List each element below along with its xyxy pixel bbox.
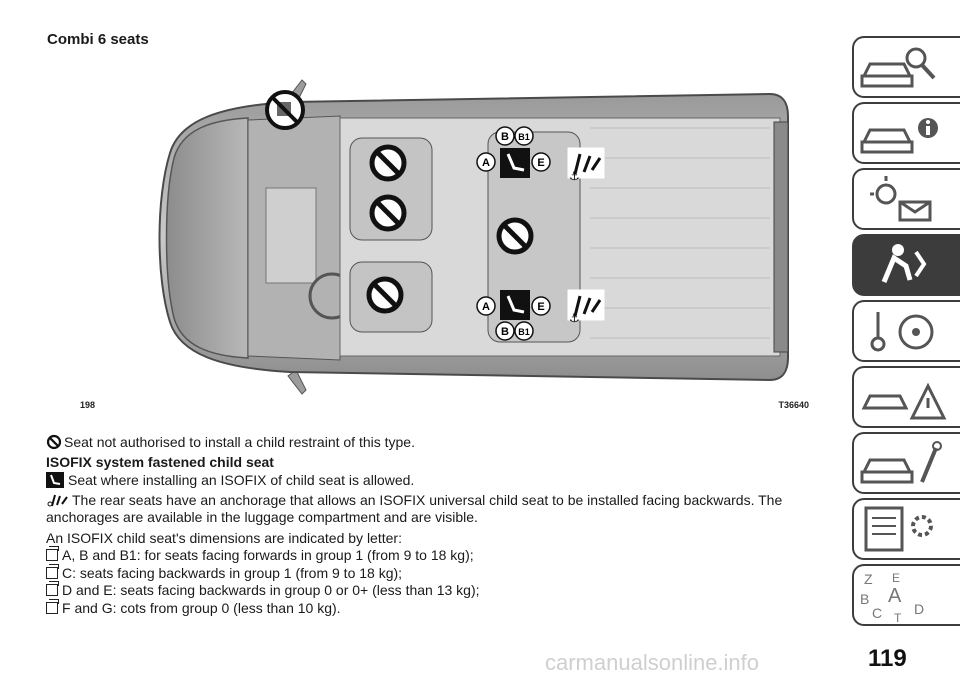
svg-text:⚓: ⚓ <box>569 169 580 183</box>
airbag-prohibited-icon <box>267 92 303 128</box>
legend-not-authorised <box>46 434 415 451</box>
svg-text:⚓: ⚓ <box>569 311 580 325</box>
seat-airbag-icon <box>854 236 960 294</box>
prohibited-icon <box>369 279 401 311</box>
checkbox-bullet-icon <box>46 602 58 614</box>
figure-number: 198 <box>80 400 96 410</box>
legend-not-authorised-text: Seat not authorised to install a child restraint of this type. <box>64 434 415 450</box>
legend-rear-anchorage-line1: The rear seats have an anchorage that allows an ISOFIX universal child seat to be installed facing backwards. The <box>72 492 783 508</box>
checkbox-bullet-icon <box>46 584 58 596</box>
list-item-text: C: seats facing backwards in group 1 (from 9 to 18 kg); <box>62 565 403 581</box>
rear-anchorage-icon <box>46 492 70 508</box>
section-title: Combi 6 seats <box>47 31 149 48</box>
car-info-icon <box>854 104 960 162</box>
size-label-b1-top: B1 <box>518 132 530 142</box>
prohibited-icon <box>46 434 62 450</box>
size-label-b1-bottom: B1 <box>518 327 530 337</box>
isofix-seat-icon <box>500 148 530 178</box>
car-search-icon <box>854 38 960 96</box>
legend-isofix-allowed <box>46 472 414 489</box>
index-letter-d: D <box>914 601 925 617</box>
chapter-tab-car-info[interactable] <box>852 102 960 164</box>
checkbox-bullet-icon <box>46 567 58 579</box>
isofix-seat-icon <box>500 290 530 320</box>
warning-light-icon <box>854 170 960 228</box>
index-letter-e: E <box>892 571 901 585</box>
chapter-tab-starting-driving[interactable] <box>852 300 960 362</box>
rear-anchorage-icon <box>568 148 604 183</box>
prohibited-icon <box>372 197 404 229</box>
vehicle-top-view <box>70 58 815 423</box>
size-label-b-bottom: B <box>501 326 509 338</box>
list-item-text: F and G: cots from group 0 (less than 10 kg). <box>62 600 341 616</box>
index-letter-c: C <box>872 605 883 621</box>
list-item <box>46 600 341 617</box>
chapter-tab-car-search[interactable] <box>852 36 960 98</box>
list-item <box>46 565 402 582</box>
size-label-e-top: E <box>537 157 545 169</box>
size-label-e-bottom: E <box>537 301 545 313</box>
index-letter-z: Z <box>864 571 873 587</box>
page-number: 119 <box>868 645 907 672</box>
list-item-text: A, B and B1: for seats facing forwards in group 1 (from 9 to 18 kg); <box>62 547 474 563</box>
key-steering-icon <box>854 302 960 360</box>
chapter-tab-lights-messages[interactable] <box>852 168 960 230</box>
chapter-tab-index[interactable] <box>852 564 960 626</box>
chapter-tab-servicing[interactable] <box>852 432 960 494</box>
dashboard <box>266 188 316 283</box>
isofix-seat-icon <box>46 472 66 488</box>
document-gear-icon <box>854 500 960 558</box>
legend-rear-anchorage-line2: anchorages are available in the luggage compartment and are visible. <box>46 509 478 525</box>
hood <box>167 118 249 358</box>
size-label-a-bottom: A <box>482 301 490 313</box>
prohibited-icon <box>372 147 404 179</box>
car-wrench-icon <box>854 434 960 492</box>
index-letter-t: T <box>894 611 902 624</box>
list-item-text: D and E: seats facing backwards in group 0 or 0+ (less than 13 kg); <box>62 582 480 598</box>
isofix-heading: ISOFIX system fastened child seat <box>46 454 274 470</box>
rear-doors <box>774 122 788 352</box>
rear-anchorage-icon <box>568 290 604 325</box>
right-mirror <box>288 370 306 394</box>
warning-triangle-icon <box>854 368 960 426</box>
legend-isofix-allowed-text: Seat where installing an ISOFIX of child seat is allowed. <box>68 472 415 488</box>
prohibited-icon <box>499 220 531 252</box>
list-item <box>46 582 480 599</box>
size-label-a-top: A <box>482 157 490 169</box>
dimensions-intro: An ISOFIX child seat's dimensions are indicated by letter: <box>46 530 402 546</box>
index-letter-b: B <box>860 591 870 607</box>
chapter-tab-safety[interactable] <box>852 234 960 296</box>
checkbox-bullet-icon <box>46 549 58 561</box>
watermark: carmanualsonline.info <box>545 650 760 675</box>
size-label-b-top: B <box>501 131 509 143</box>
list-item <box>46 547 474 564</box>
alphabet-index-icon <box>854 566 960 624</box>
index-letter-a: A <box>888 585 902 607</box>
chapter-tab-technical-data[interactable] <box>852 498 960 560</box>
figure-code: T36640 <box>778 400 809 410</box>
vehicle-seat-diagram <box>70 58 815 423</box>
legend-rear-anchorage <box>46 492 782 509</box>
chapter-tab-emergency[interactable] <box>852 366 960 428</box>
